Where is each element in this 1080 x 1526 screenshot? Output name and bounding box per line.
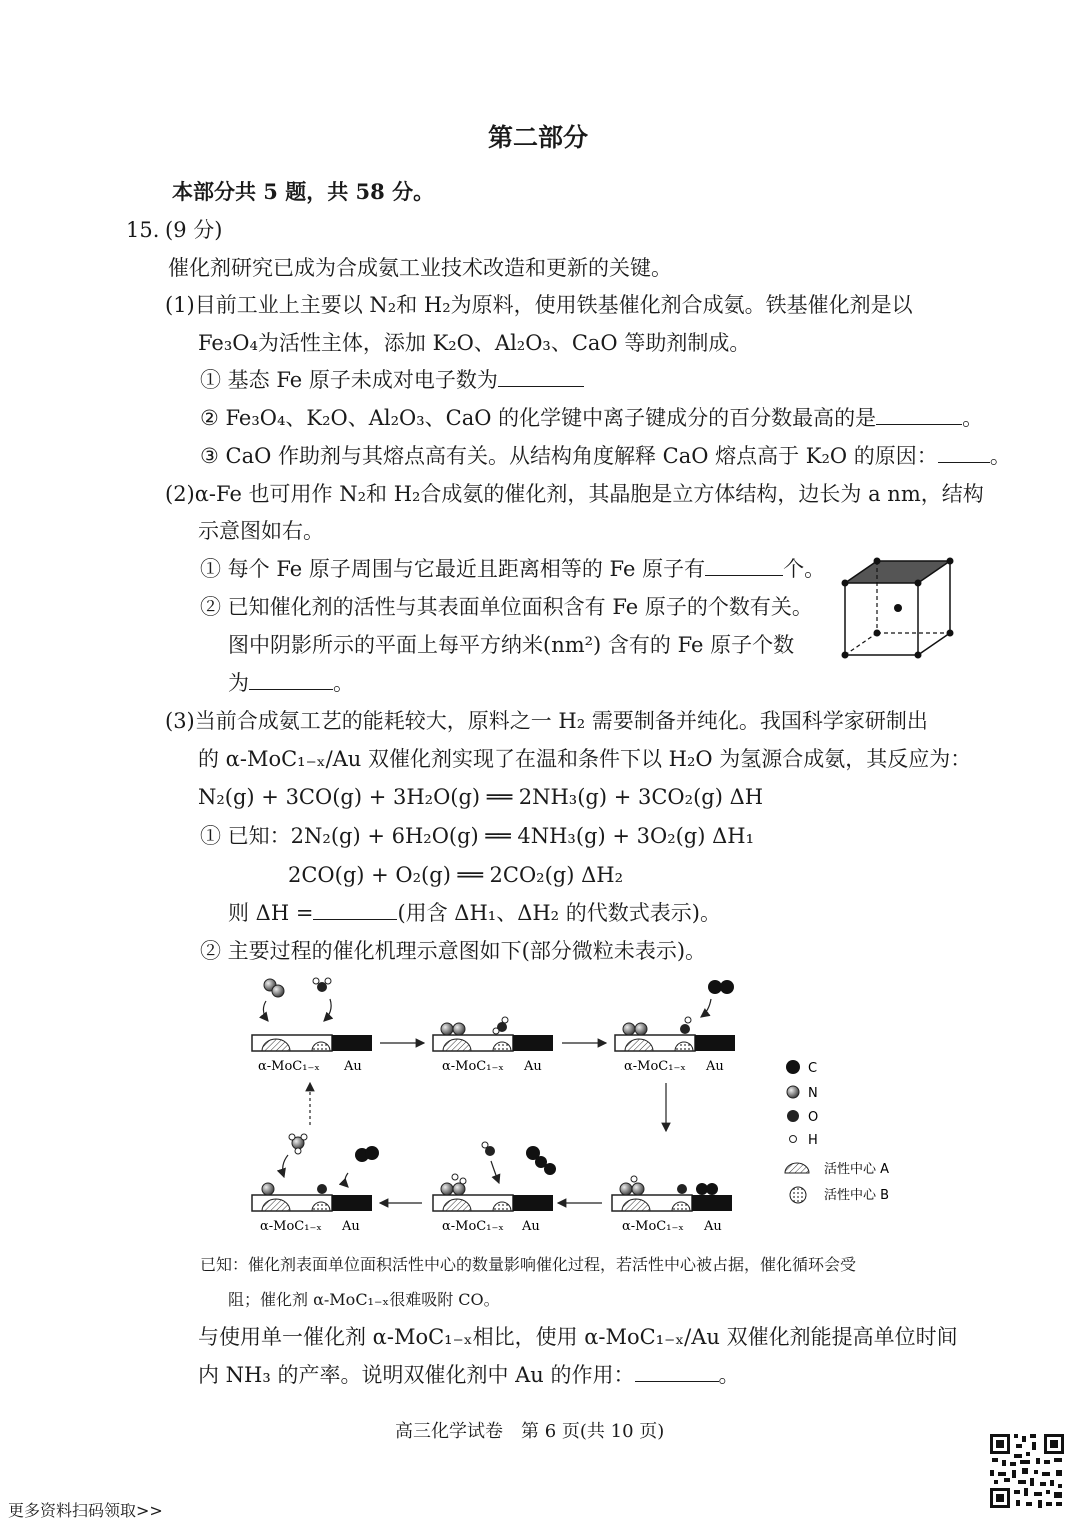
part3-line2: 的 α-MoC₁₋ₓ/Au 双催化剂实现了在温和条件下以 H₂O 为氢源合成氨，其反应为： [198, 747, 972, 771]
part2-q1-text: ① 每个 Fe 原子周围与它最近且距离相等的 Fe 原子有 [200, 557, 706, 581]
part1-q3: ③ CaO 作助剂与其熔点高有关。从结构角度解释 CaO 熔点高于 K₂O 的原因： 。 [200, 444, 1011, 468]
catalyst-label: α-MoC₁₋ₓ [624, 1059, 686, 1074]
part2-q2-line1: ② 已知催化剂的活性与其表面单位面积含有 Fe 原子的个数有关。 [200, 595, 813, 619]
crystal-cell-figure [830, 555, 960, 665]
panel-5 [433, 1142, 556, 1211]
panel-6 [252, 1134, 379, 1211]
final-line2-text: 内 NH₃ 的产率。说明双催化剂中 Au 的作用： [198, 1363, 635, 1387]
answer-blank[interactable] [705, 557, 783, 576]
au-label: Au [522, 1219, 540, 1234]
part3-dh-post: (用含 ΔH₁、ΔH₂ 的代数式表示)。 [397, 901, 721, 925]
legend-c-icon [786, 1060, 800, 1074]
catalyst-label: α-MoC₁₋ₓ [442, 1219, 504, 1234]
question-intro: 催化剂研究已成为合成氨工业技术改造和更新的关键。 [168, 256, 672, 280]
legend-h-label: H [808, 1133, 818, 1148]
legend [785, 1060, 889, 1203]
au-label: Au [706, 1059, 724, 1074]
part2-q2-line3: 为 。 [228, 671, 354, 695]
page-info: 高三化学试卷 第 6 页(共 10 页) [395, 1421, 665, 1442]
part1-q1 [200, 366, 584, 394]
mechanism-diagram [240, 975, 940, 1240]
part1-line1: (1)目前工业上主要以 N₂和 H₂为原料，使用铁基催化剂合成氨。铁基催化剂是以 [165, 293, 913, 317]
promo-text[interactable]: 更多资料扫码领取>> [8, 1501, 163, 1520]
legend-n-label: N [808, 1086, 818, 1101]
part2-line1: (2)α-Fe 也可用作 N₂和 H₂合成氨的催化剂，其晶胞是立方体结构，边长为 a nm，结构 [165, 482, 984, 506]
final-line1: 与使用单一催化剂 α-MoC₁₋ₓ相比，使用 α-MoC₁₋ₓ/Au 双催化剂能提高单位时间 [198, 1325, 958, 1349]
catalyst-label: α-MoC₁₋ₓ [260, 1219, 322, 1234]
au-label: Au [524, 1059, 542, 1074]
note-line1: 已知：催化剂表面单位面积活性中心的数量影响催化过程，若活性中心被占据，催化循环会受 [200, 1255, 857, 1274]
part1-q3-text: ③ CaO 作助剂与其熔点高有关。从结构角度解释 CaO 熔点高于 K₂O 的原因： [200, 444, 938, 468]
question-number: 15. [126, 218, 160, 242]
legend-site-b-label: 活性中心 B [824, 1188, 890, 1203]
legend-o-icon [787, 1110, 799, 1122]
part2-q1-post: 个。 [783, 557, 826, 581]
legend-site-b-icon [790, 1187, 806, 1203]
legend-n-icon [787, 1086, 799, 1098]
catalyst-label: α-MoC₁₋ₓ [622, 1219, 684, 1234]
catalyst-label: α-MoC₁₋ₓ [258, 1059, 320, 1074]
legend-h-icon [790, 1136, 797, 1143]
body-center-atom [894, 604, 902, 612]
note-line2: 阻；催化剂 α-MoC₁₋ₓ很难吸附 CO。 [228, 1290, 500, 1309]
au-label: Au [344, 1059, 362, 1074]
panel-2 [433, 1017, 553, 1051]
panel-1 [252, 978, 372, 1051]
part3-q2: ② 主要过程的催化机理示意图如下(部分微粒未表示)。 [200, 939, 707, 963]
answer-blank[interactable] [635, 1363, 719, 1382]
panel-3 [615, 980, 735, 1051]
part3-known2: 2CO(g) + O₂(g) ══ 2CO₂(g) ΔH₂ [288, 863, 623, 887]
legend-site-a-icon [785, 1163, 809, 1173]
shaded-plane [845, 561, 950, 583]
answer-blank[interactable] [938, 444, 990, 463]
question-score: (9 分) [165, 218, 223, 242]
answer-blank[interactable] [249, 671, 333, 690]
panel-4 [612, 1176, 732, 1211]
section-title: 第二部分 [488, 123, 589, 152]
final-line2: 内 NH₃ 的产率。说明双催化剂中 Au 的作用： 。 [198, 1363, 740, 1387]
au-label: Au [342, 1219, 360, 1234]
answer-blank[interactable] [313, 901, 397, 920]
qr-code-icon[interactable] [988, 1432, 1066, 1510]
part1-q1-text: ① 基态 Fe 原子未成对电子数为 [200, 368, 498, 392]
part2-q1 [200, 555, 825, 583]
part3-dh-pre: 则 ΔH = [228, 901, 314, 925]
part1-line2: Fe₃O₄为活性主体，添加 K₂O、Al₂O₃、CaO 等助剂制成。 [198, 331, 751, 355]
part2-q2-line3-text: 为 [228, 671, 249, 695]
part3-dh [228, 899, 721, 927]
legend-site-a-label: 活性中心 A [824, 1162, 890, 1177]
answer-blank[interactable] [876, 406, 962, 425]
part3-line1: (3)当前合成氨工艺的能耗较大，原料之一 H₂ 需要制备并纯化。我国科学家研制出 [165, 709, 928, 733]
part1-q2: ② Fe₃O₄、K₂O、Al₂O₃、CaO 的化学键中离子键成分的百分数最高的是 。 [200, 406, 984, 430]
legend-c-label: C [808, 1061, 818, 1076]
part2-line2: 示意图如右。 [198, 519, 324, 543]
catalyst-label: α-MoC₁₋ₓ [442, 1059, 504, 1074]
part3-known1: ① 已知：2N₂(g) + 6H₂O(g) ══ 4NH₃(g) + 3O₂(g) ΔH₁ [200, 824, 755, 848]
answer-blank[interactable] [498, 368, 584, 387]
au-label: Au [704, 1219, 722, 1234]
legend-o-label: O [808, 1110, 819, 1125]
part3-reaction: N₂(g) + 3CO(g) + 3H₂O(g) ══ 2NH₃(g) + 3CO₂(g) ΔH [198, 785, 764, 809]
section-intro: 本部分共 5 题，共 58 分。 [172, 179, 435, 204]
part1-q2-text: ② Fe₃O₄、K₂O、Al₂O₃、CaO 的化学键中离子键成分的百分数最高的是 [200, 406, 877, 430]
part2-q2-line2: 图中阴影所示的平面上每平方纳米(nm²) 含有的 Fe 原子个数 [228, 633, 795, 657]
